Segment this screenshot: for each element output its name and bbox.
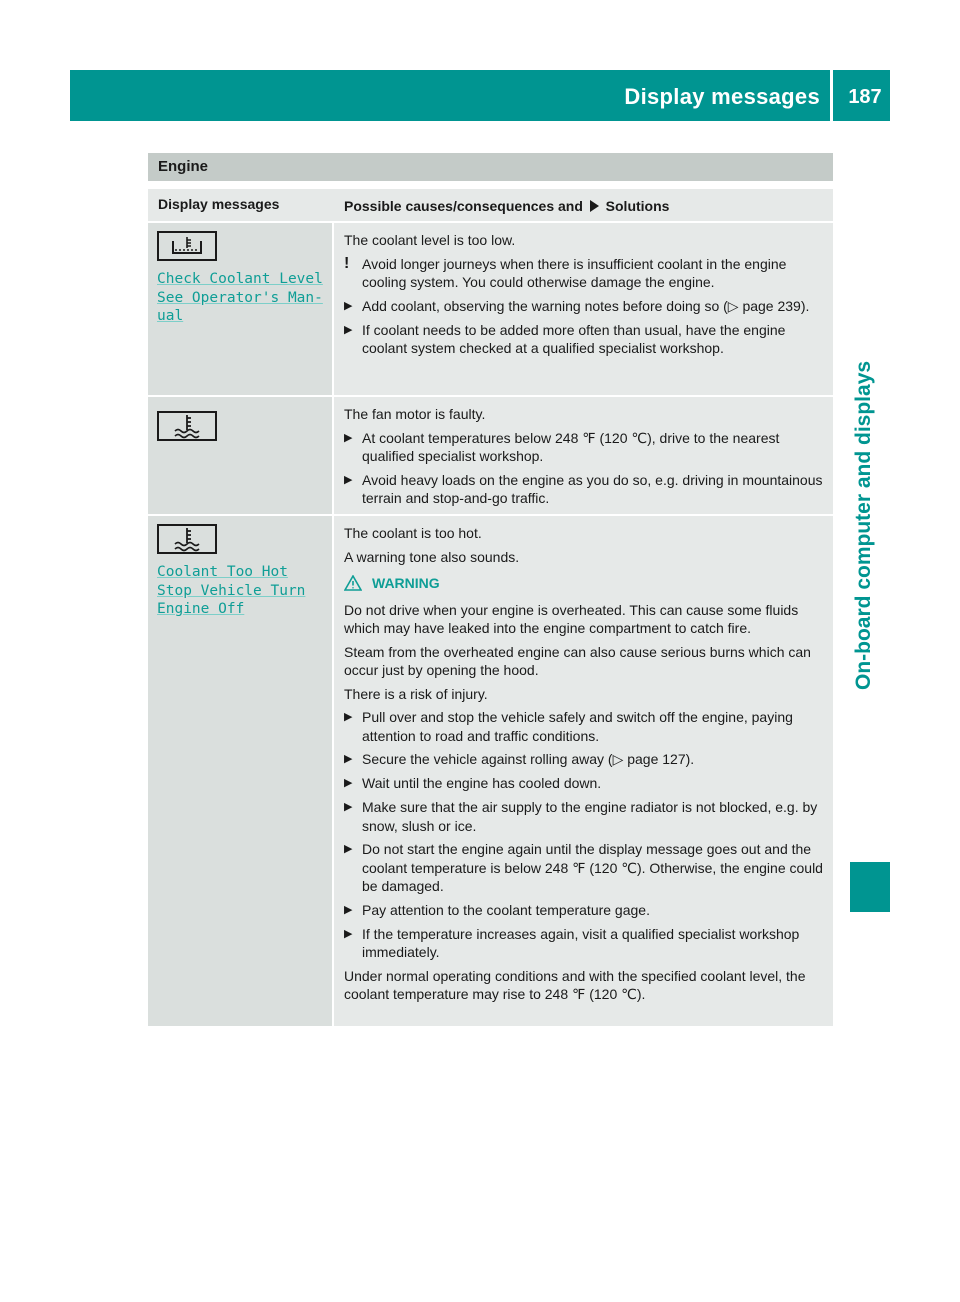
list-item: ▶ Add coolant, observing the warning notes before doing so (▷ page 239). bbox=[344, 297, 810, 314]
display-message: Coolant Too Hot Stop Vehicle Turn Engine Off bbox=[157, 564, 306, 617]
table-header bbox=[148, 189, 833, 223]
step-arrow-icon: ▶ bbox=[344, 903, 353, 916]
col-header-solutions: Possible causes/consequences and Solutions bbox=[344, 198, 670, 214]
exclamation-icon: ! bbox=[344, 254, 350, 272]
cause-text: The coolant is too hot. bbox=[344, 525, 482, 541]
list-item: ▶ If coolant needs to be added more often than usual, have the engine coolant system checked at a qualified specialist workshop. bbox=[344, 321, 786, 356]
side-marker bbox=[850, 862, 890, 912]
col-header-messages: Display messages bbox=[158, 196, 280, 212]
list-item: ▶ Secure the vehicle against rolling away (▷ page 127). bbox=[344, 751, 695, 767]
section-title: Engine bbox=[148, 153, 833, 181]
step-arrow-icon: ▶ bbox=[344, 777, 353, 789]
warning-triangle-icon bbox=[344, 575, 362, 591]
cause-text: The fan motor is faulty. bbox=[344, 406, 486, 422]
warning-text: There is a risk of injury. bbox=[344, 685, 488, 702]
step-arrow-icon: ▶ bbox=[344, 431, 353, 444]
step-arrow-icon: ▶ bbox=[344, 711, 353, 723]
list-item: ▶ Pay attention to the coolant temperature gage. bbox=[344, 901, 650, 918]
side-chapter-label: On-board computer and displays bbox=[852, 360, 875, 690]
warning-text: Do not drive when your engine is overheated. This can cause some fluids which may have leaked into the engine compartment to catch fire. bbox=[344, 601, 799, 636]
list-item: ▶ Avoid heavy loads on the engine as you do so, e.g. driving in mountainous terrain and stop-and-go traffic. bbox=[344, 471, 823, 506]
warning-heading: WARNING bbox=[344, 574, 826, 593]
page-number: 187 bbox=[848, 86, 882, 108]
list-item: ▶ If the temperature increases again, visit a qualified specialist workshop immediately. bbox=[344, 925, 800, 960]
coolant-temperature-icon bbox=[157, 411, 217, 441]
step-arrow-icon: ▶ bbox=[344, 323, 353, 336]
step-arrow-icon: ▶ bbox=[344, 927, 353, 940]
note-item: ! Avoid longer journeys when there is insufficient coolant in the engine cooling system. You could otherwise damage the engine. bbox=[344, 254, 787, 290]
list-item: ▶ At coolant temperatures below 248 ℉ (120 ℃), drive to the nearest qualified specialist workshop. bbox=[344, 429, 780, 464]
step-arrow-icon: ▶ bbox=[344, 753, 353, 765]
step-arrow-icon: ▶ bbox=[344, 473, 353, 486]
header-separator bbox=[830, 70, 833, 121]
coolant-level-icon bbox=[157, 231, 217, 261]
cause-text: The coolant level is too low. bbox=[344, 232, 516, 248]
header-bar bbox=[70, 70, 890, 121]
list-item: ▶ Make sure that the air supply to the engine radiator is not blocked, e.g. by snow, slush or ice. bbox=[344, 799, 818, 834]
coolant-temperature-icon bbox=[157, 524, 217, 554]
table-row bbox=[148, 516, 833, 1028]
list-item: ▶ Pull over and stop the vehicle safely and switch off the engine, paying attention to road and traffic conditions. bbox=[344, 709, 793, 744]
play-icon bbox=[590, 200, 599, 212]
display-messages-table bbox=[148, 189, 833, 1028]
list-item: ▶ Do not start the engine again until the display message goes out and the coolant temperature is below 248 ℉ (120 ℃). Otherwise, the engine could be damaged. bbox=[344, 841, 823, 894]
table-row bbox=[148, 223, 833, 397]
step-arrow-icon: ▶ bbox=[344, 843, 353, 855]
header-title: Display messages bbox=[624, 84, 820, 109]
warning-text: Steam from the overheated engine can also cause serious burns which can occur just by opening the hood. bbox=[344, 643, 811, 678]
step-arrow-icon: ▶ bbox=[344, 801, 353, 813]
display-message: Check Coolant Level See Operator's Man- ual bbox=[157, 271, 323, 324]
step-arrow-icon: ▶ bbox=[344, 299, 353, 312]
cause-text: A warning tone also sounds. bbox=[344, 548, 520, 565]
table-row bbox=[148, 397, 833, 516]
footer-note: Under normal operating conditions and with the specified coolant level, the coolant temperature may rise to 248 ℉ (120 ℃). bbox=[344, 967, 806, 1002]
list-item: ▶ Wait until the engine has cooled down. bbox=[344, 775, 602, 791]
